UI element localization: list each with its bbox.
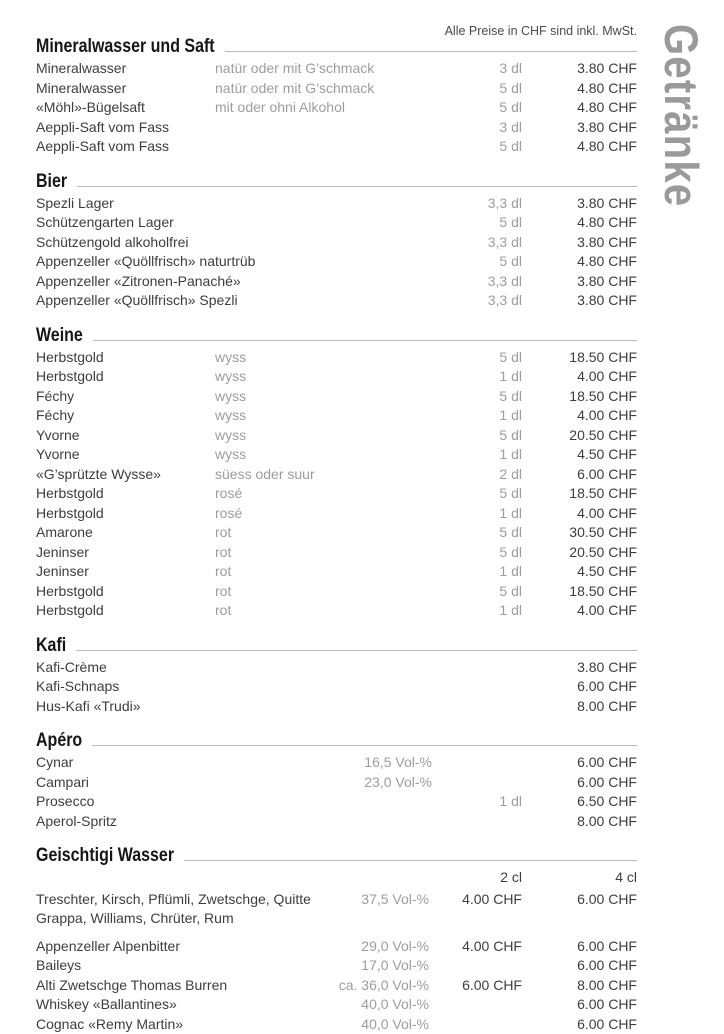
item-price: 6.00 CHF bbox=[522, 773, 637, 793]
item-price: 4.00 CHF bbox=[522, 504, 637, 524]
item-desc bbox=[215, 194, 432, 214]
item-size: 2 dl bbox=[432, 465, 522, 485]
item-price: 20.50 CHF bbox=[522, 543, 637, 563]
item-price-4cl: 6.00 CHF bbox=[522, 890, 637, 929]
item-name: Prosecco bbox=[36, 792, 215, 812]
item-size: 5 dl bbox=[432, 484, 522, 504]
section-title-row bbox=[36, 171, 637, 192]
item-name: Amarone bbox=[36, 523, 215, 543]
item-name: Aeppli-Saft vom Fass bbox=[36, 118, 215, 138]
item-size: 3,3 dl bbox=[432, 272, 522, 292]
item-desc: mit oder ohni Alkohol bbox=[215, 98, 432, 118]
item-size: 5 dl bbox=[432, 523, 522, 543]
item-name-line: Appenzeller Alpenbitter bbox=[36, 937, 314, 957]
column-header: 4 cl bbox=[522, 868, 637, 888]
section-title-row bbox=[36, 730, 637, 751]
page-title-vertical: Getränke bbox=[658, 24, 703, 207]
item-size bbox=[432, 658, 522, 678]
item-desc: wyss bbox=[215, 445, 432, 465]
item-price: 4.80 CHF bbox=[522, 79, 637, 99]
item-price: 4.00 CHF bbox=[522, 367, 637, 387]
menu-item-row bbox=[36, 658, 637, 678]
section-title: Apéro bbox=[36, 730, 82, 751]
menu-item-row bbox=[36, 426, 637, 446]
item-price-4cl: 6.00 CHF bbox=[522, 956, 637, 976]
item-size bbox=[432, 677, 522, 697]
item-price-2cl: 6.00 CHF bbox=[429, 976, 522, 996]
item-name: «G’sprützte Wysse» bbox=[36, 465, 215, 485]
item-size: 1 dl bbox=[432, 792, 522, 812]
item-desc: wyss bbox=[215, 387, 432, 407]
menu-item-row bbox=[36, 890, 637, 929]
item-desc: rot bbox=[215, 523, 432, 543]
menu-item-row bbox=[36, 59, 637, 79]
item-price-4cl: 8.00 CHF bbox=[522, 976, 637, 996]
item-name: Herbstgold bbox=[36, 484, 215, 504]
item-price: 6.00 CHF bbox=[522, 753, 637, 773]
item-desc bbox=[215, 697, 432, 717]
item-desc bbox=[215, 118, 432, 138]
item-price: 4.80 CHF bbox=[522, 137, 637, 157]
item-desc: rosé bbox=[215, 484, 432, 504]
item-price: 20.50 CHF bbox=[522, 426, 637, 446]
menu-item-row bbox=[36, 291, 637, 311]
item-desc: natür oder mit G’schmack bbox=[215, 79, 432, 99]
menu-item-row bbox=[36, 118, 637, 138]
menu-item-row bbox=[36, 601, 637, 621]
item-price: 4.50 CHF bbox=[522, 562, 637, 582]
item-price: 3.80 CHF bbox=[522, 658, 637, 678]
section-rule bbox=[93, 340, 637, 341]
item-name: Kafi-Crème bbox=[36, 658, 215, 678]
column-header-row bbox=[36, 868, 637, 888]
item-price: 3.80 CHF bbox=[522, 59, 637, 79]
spacer bbox=[36, 868, 314, 888]
item-vol: 17,0 Vol-% bbox=[314, 956, 429, 976]
menu-item-row bbox=[36, 137, 637, 157]
item-price: 6.50 CHF bbox=[522, 792, 637, 812]
menu-item-row bbox=[36, 98, 637, 118]
menu-item-row bbox=[36, 484, 637, 504]
item-desc bbox=[215, 812, 432, 832]
item-size: 1 dl bbox=[432, 562, 522, 582]
item-size: 1 dl bbox=[432, 445, 522, 465]
item-price: 6.00 CHF bbox=[522, 677, 637, 697]
section-title-row bbox=[36, 845, 637, 866]
menu-item-row bbox=[36, 543, 637, 563]
item-name: Aeppli-Saft vom Fass bbox=[36, 137, 215, 157]
item-name: Appenzeller «Quöllfrisch» Spezli bbox=[36, 291, 215, 311]
item-name: Jeninser bbox=[36, 543, 215, 563]
menu-item-row bbox=[36, 194, 637, 214]
item-desc: wyss bbox=[215, 367, 432, 387]
item-price-4cl: 6.00 CHF bbox=[522, 995, 637, 1015]
item-price-2cl bbox=[429, 995, 522, 1015]
menu-item-row bbox=[36, 1015, 637, 1034]
item-name: Herbstgold bbox=[36, 348, 215, 368]
section-title: Kafi bbox=[36, 635, 66, 656]
item-price: 6.00 CHF bbox=[522, 465, 637, 485]
item-name: Spezli Lager bbox=[36, 194, 215, 214]
item-desc bbox=[215, 677, 432, 697]
item-name: Schützengold alkoholfrei bbox=[36, 233, 215, 253]
menu-item-row bbox=[36, 956, 637, 976]
menu-item-row bbox=[36, 272, 637, 292]
menu-item-row bbox=[36, 995, 637, 1015]
section-title: Mineralwasser und Saft bbox=[36, 36, 215, 57]
item-price: 3.80 CHF bbox=[522, 194, 637, 214]
item-price: 4.00 CHF bbox=[522, 406, 637, 426]
item-size: 3 dl bbox=[432, 118, 522, 138]
item-desc: 16,5 Vol-% bbox=[215, 753, 432, 773]
menu-item-row bbox=[36, 445, 637, 465]
item-price: 8.00 CHF bbox=[522, 812, 637, 832]
item-size: 5 dl bbox=[432, 543, 522, 563]
item-desc: natür oder mit G’schmack bbox=[215, 59, 432, 79]
item-name-line: Treschter, Kirsch, Pflümli, Zwetschge, Quitte bbox=[36, 890, 314, 910]
item-price: 18.50 CHF bbox=[522, 387, 637, 407]
menu-item-row bbox=[36, 233, 637, 253]
item-size: 1 dl bbox=[432, 367, 522, 387]
section-title: Weine bbox=[36, 325, 83, 346]
item-desc: wyss bbox=[215, 426, 432, 446]
item-size: 5 dl bbox=[432, 79, 522, 99]
menu-section bbox=[36, 845, 637, 1034]
item-name bbox=[36, 890, 314, 929]
item-size bbox=[432, 697, 522, 717]
menu-item-row bbox=[36, 213, 637, 233]
menu-section bbox=[36, 171, 637, 311]
item-size: 5 dl bbox=[432, 387, 522, 407]
item-size: 5 dl bbox=[432, 252, 522, 272]
item-size: 3,3 dl bbox=[432, 194, 522, 214]
item-name: Féchy bbox=[36, 406, 215, 426]
item-size: 5 dl bbox=[432, 348, 522, 368]
item-desc: rot bbox=[215, 582, 432, 602]
menu-section bbox=[36, 730, 637, 831]
item-name: Appenzeller «Zitronen-Panaché» bbox=[36, 272, 215, 292]
item-size: 3,3 dl bbox=[432, 233, 522, 253]
item-size bbox=[432, 753, 522, 773]
menu-item-row bbox=[36, 406, 637, 426]
item-name-line: Whiskey «Ballantines» bbox=[36, 995, 314, 1015]
item-name: Kafi-Schnaps bbox=[36, 677, 215, 697]
item-price: 3.80 CHF bbox=[522, 272, 637, 292]
item-name: Herbstgold bbox=[36, 504, 215, 524]
item-name: Mineralwasser bbox=[36, 59, 215, 79]
section-title-row bbox=[36, 635, 637, 656]
vat-note: Alle Preise in CHF sind inkl. MwSt. bbox=[36, 22, 637, 42]
item-price-2cl: 4.00 CHF bbox=[429, 890, 522, 929]
item-name: Yvorne bbox=[36, 445, 215, 465]
item-name-line: Cognac «Remy Martin» bbox=[36, 1015, 314, 1034]
item-size: 5 dl bbox=[432, 426, 522, 446]
item-price: 18.50 CHF bbox=[522, 348, 637, 368]
item-price-2cl bbox=[429, 956, 522, 976]
menu-item-row bbox=[36, 252, 637, 272]
item-size: 5 dl bbox=[432, 582, 522, 602]
menu-item-row bbox=[36, 387, 637, 407]
item-name-line: Baileys bbox=[36, 956, 314, 976]
item-name: Aperol-Spritz bbox=[36, 812, 215, 832]
menu-section bbox=[36, 635, 637, 717]
section-rule bbox=[76, 650, 637, 651]
item-price: 4.80 CHF bbox=[522, 252, 637, 272]
menu-item-row bbox=[36, 367, 637, 387]
item-desc: rosé bbox=[215, 504, 432, 524]
menu-sections bbox=[36, 36, 637, 1034]
menu-section bbox=[36, 325, 637, 621]
item-size: 1 dl bbox=[432, 504, 522, 524]
item-name: Mineralwasser bbox=[36, 79, 215, 99]
item-price: 3.80 CHF bbox=[522, 118, 637, 138]
item-desc: wyss bbox=[215, 348, 432, 368]
menu-item-row bbox=[36, 773, 637, 793]
item-price: 4.80 CHF bbox=[522, 213, 637, 233]
menu-item-row bbox=[36, 504, 637, 524]
item-name bbox=[36, 1015, 314, 1034]
item-desc: süess oder suur bbox=[215, 465, 432, 485]
menu-item-row bbox=[36, 348, 637, 368]
item-name: Féchy bbox=[36, 387, 215, 407]
menu-item-row bbox=[36, 976, 637, 996]
item-price-4cl: 6.00 CHF bbox=[522, 1015, 637, 1034]
item-price: 3.80 CHF bbox=[522, 233, 637, 253]
item-desc bbox=[215, 792, 432, 812]
item-name: Herbstgold bbox=[36, 367, 215, 387]
item-name bbox=[36, 956, 314, 976]
menu-section bbox=[36, 36, 637, 157]
item-name: «Möhl»-Bügelsaft bbox=[36, 98, 215, 118]
item-name: Herbstgold bbox=[36, 582, 215, 602]
item-size: 1 dl bbox=[432, 601, 522, 621]
item-price: 3.80 CHF bbox=[522, 291, 637, 311]
item-size: 3,3 dl bbox=[432, 291, 522, 311]
column-header: 2 cl bbox=[429, 868, 522, 888]
item-desc bbox=[215, 252, 432, 272]
section-title: Bier bbox=[36, 171, 67, 192]
item-desc: rot bbox=[215, 543, 432, 563]
item-desc: wyss bbox=[215, 406, 432, 426]
item-price: 30.50 CHF bbox=[522, 523, 637, 543]
menu-item-row bbox=[36, 562, 637, 582]
item-name: Cynar bbox=[36, 753, 215, 773]
item-price: 4.00 CHF bbox=[522, 601, 637, 621]
item-name: Appenzeller «Quöllfrisch» naturtrüb bbox=[36, 252, 215, 272]
section-title: Geischtigi Wasser bbox=[36, 845, 174, 866]
menu-item-row bbox=[36, 523, 637, 543]
item-price: 18.50 CHF bbox=[522, 582, 637, 602]
item-size: 5 dl bbox=[432, 213, 522, 233]
item-name: Herbstgold bbox=[36, 601, 215, 621]
item-vol: 40,0 Vol-% bbox=[314, 995, 429, 1015]
item-price: 4.80 CHF bbox=[522, 98, 637, 118]
item-desc bbox=[215, 658, 432, 678]
section-rule bbox=[184, 860, 637, 861]
menu-item-row bbox=[36, 582, 637, 602]
item-vol: 29,0 Vol-% bbox=[314, 937, 429, 957]
item-price-2cl bbox=[429, 1015, 522, 1034]
menu-item-row bbox=[36, 792, 637, 812]
item-name: Schützengarten Lager bbox=[36, 213, 215, 233]
item-price: 18.50 CHF bbox=[522, 484, 637, 504]
menu-item-row bbox=[36, 697, 637, 717]
section-rule bbox=[92, 745, 637, 746]
section-rule bbox=[77, 186, 637, 187]
item-desc: rot bbox=[215, 601, 432, 621]
menu-item-row bbox=[36, 465, 637, 485]
section-rule bbox=[225, 51, 637, 52]
menu-item-row bbox=[36, 79, 637, 99]
item-name-line: Alti Zwetschge Thomas Burren bbox=[36, 976, 314, 996]
section-title-row bbox=[36, 325, 637, 346]
item-price-4cl: 6.00 CHF bbox=[522, 937, 637, 957]
item-size bbox=[432, 812, 522, 832]
item-price-2cl: 4.00 CHF bbox=[429, 937, 522, 957]
item-name bbox=[36, 937, 314, 957]
menu-item-row bbox=[36, 937, 637, 957]
spacer bbox=[314, 868, 429, 888]
item-name: Jeninser bbox=[36, 562, 215, 582]
item-desc bbox=[215, 137, 432, 157]
menu-item-row bbox=[36, 677, 637, 697]
item-name: Hus-Kafi «Trudi» bbox=[36, 697, 215, 717]
menu-item-row bbox=[36, 753, 637, 773]
item-name: Yvorne bbox=[36, 426, 215, 446]
item-vol: 37,5 Vol-% bbox=[314, 890, 429, 929]
item-name-line: Grappa, Williams, Chrüter, Rum bbox=[36, 909, 314, 929]
item-vol: ca. 36,0 Vol-% bbox=[314, 976, 429, 996]
item-desc bbox=[215, 213, 432, 233]
item-name bbox=[36, 995, 314, 1015]
item-size: 5 dl bbox=[432, 98, 522, 118]
item-size: 3 dl bbox=[432, 59, 522, 79]
item-price: 8.00 CHF bbox=[522, 697, 637, 717]
item-desc bbox=[215, 291, 432, 311]
item-name: Campari bbox=[36, 773, 215, 793]
item-desc bbox=[215, 272, 432, 292]
item-price: 4.50 CHF bbox=[522, 445, 637, 465]
item-desc bbox=[215, 233, 432, 253]
item-size: 5 dl bbox=[432, 137, 522, 157]
item-desc: 23,0 Vol-% bbox=[215, 773, 432, 793]
item-size: 1 dl bbox=[432, 406, 522, 426]
item-desc: rot bbox=[215, 562, 432, 582]
menu-item-row bbox=[36, 812, 637, 832]
item-size bbox=[432, 773, 522, 793]
item-vol: 40,0 Vol-% bbox=[314, 1015, 429, 1034]
item-name bbox=[36, 976, 314, 996]
